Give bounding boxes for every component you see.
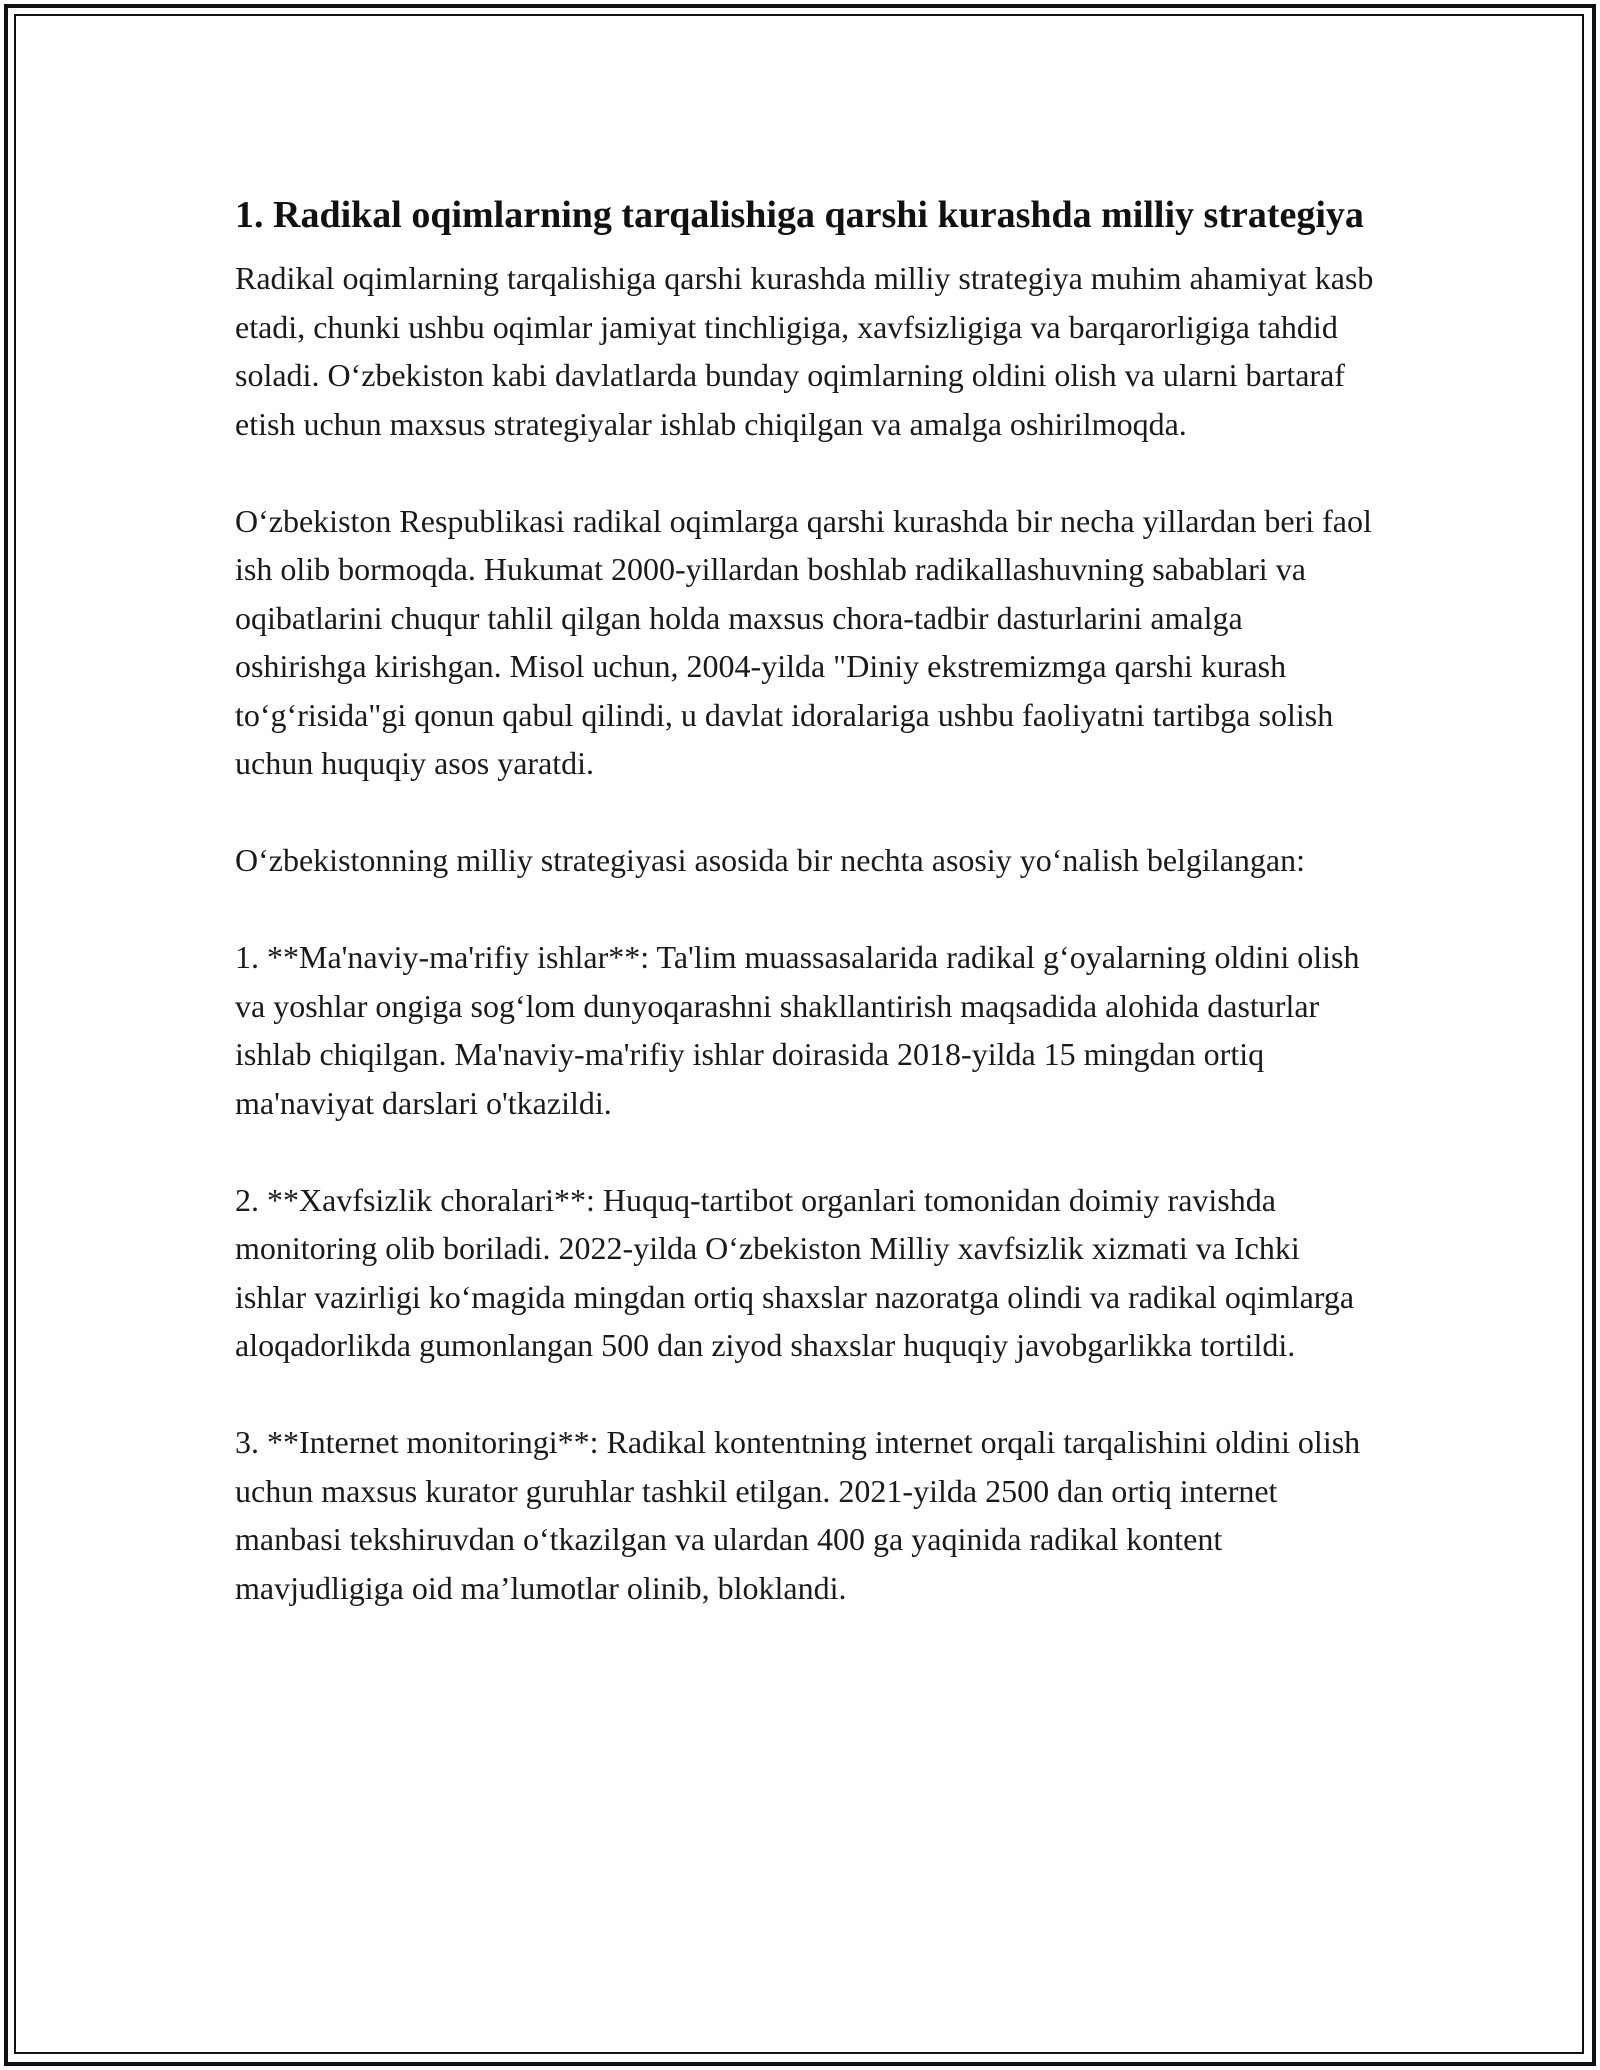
- document-body: [235, 188, 1375, 1661]
- paragraph-intro: Radikal oqimlarning tarqalishiga qarshi kurashda milliy strategiya muhim ahamiyat kasb etadi, chunki ushbu oqimlar jamiyat tinchligiga, xavfsizligiga va barqarorligiga tahdid soladi. O‘zbekiston kabi davlatlarda bunday oqimlarning oldini olish va ularni bartaraf etish uchun maxsus strategiyalar ishlab chiqilgan va amalga oshirilmoqda.: [235, 260, 1374, 442]
- list-item-security-measures: 2. **Xavfsizlik choralari**: Huquq-tartibot organlari tomonidan doimiy ravishda monitoring olib boriladi. 2022-yilda O‘zbekiston Milliy xavfsizlik xizmati va Ichki ishlar vazirligi ko‘magida mingdan ortiq shaxslar nazoratga olindi va radikal oqimlarga aloqadorlikda gumonlangan 500 dan ziyod shaxslar huquqiy javobgarlikka tortildi.: [235, 1181, 1355, 1363]
- paragraph-directions-intro: O‘zbekistonning milliy strategiyasi asosida bir nechta asosiy yo‘nalish belgilangan:: [235, 842, 1305, 878]
- list-item-spiritual-work: 1. **Ma'naviy-ma'rifiy ishlar**: Ta'lim muassasalarida radikal g‘oyalarning oldini olish va yoshlar ongiga sog‘lom dunyoqarashni shakllantirish maqsadida alohida dasturlar ishlab chiqilgan. Ma'naviy-ma'rifiy ishlar doirasida 2018-yilda 15 mingdan ortiq ma'naviyat darslari o'tkazildi.: [235, 939, 1360, 1121]
- list-item-internet-monitoring: 3. **Internet monitoringi**: Radikal kontentning internet orqali tarqalishini oldini olish uchun maxsus kurator guruhlar tashkil etilgan. 2021-yilda 2500 dan ortiq internet manbasi tekshiruvdan o‘tkazilgan va ulardan 400 ga yaqinida radikal kontent mavjudligiga oid ma’lumotlar olinib, bloklandi.: [235, 1424, 1361, 1606]
- section-heading: 1. Radikal oqimlarning tarqalishiga qarshi kurashda milliy strategiya: [235, 194, 1364, 236]
- paragraph-history: O‘zbekiston Respublikasi radikal oqimlarga qarshi kurashda bir necha yillardan beri faol ish olib bormoqda. Hukumat 2000-yillardan boshlab radikallashuvning sabablari va oqibatlarini chuqur tahlil qilgan holda maxsus chora-tadbir dasturlarini amalga oshirishga kirishgan. Misol uchun, 2004-yilda "Diniy ekstremizmga qarshi kurash to‘g‘risida"gi qonun qabul qilindi, u davlat idoralariga ushbu faoliyatni tartibga solish uchun huquqiy asos yaratdi.: [235, 502, 1372, 781]
